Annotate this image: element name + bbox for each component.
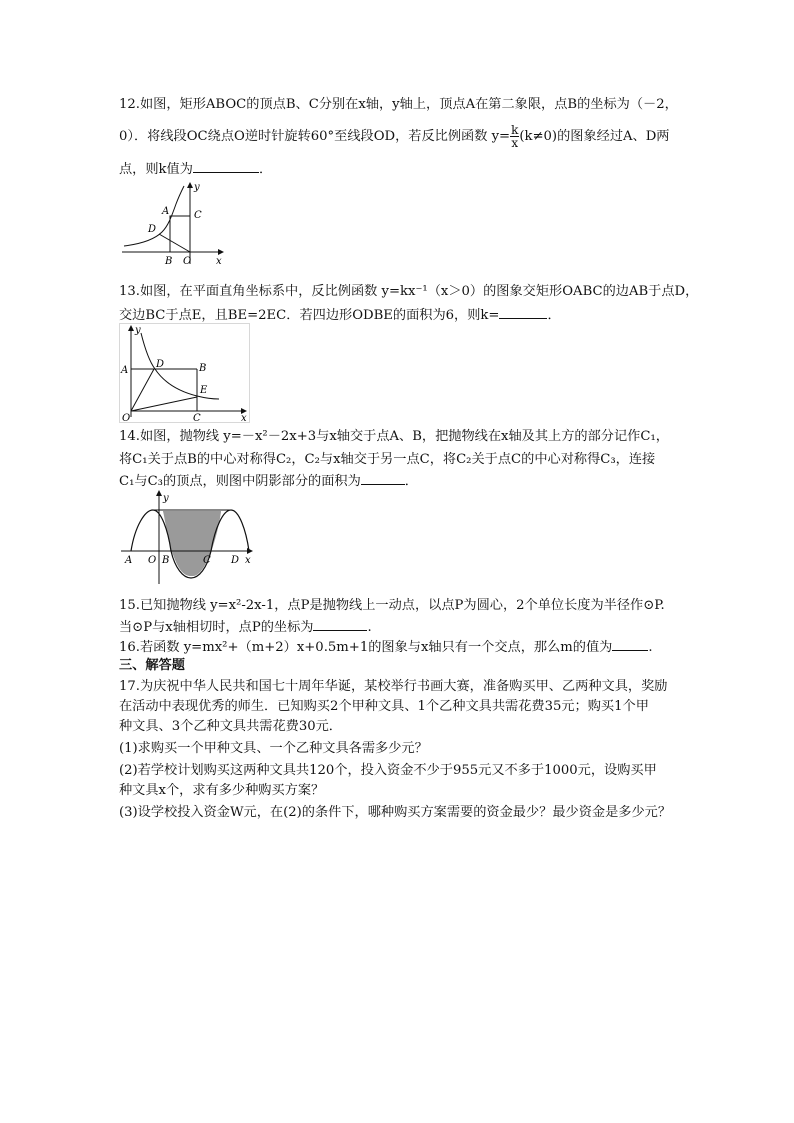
- q13-label-x: x: [241, 413, 247, 423]
- q14-label-C: C: [203, 555, 211, 566]
- q15-answer-blank[interactable]: [313, 617, 367, 631]
- q13-label-C: C: [193, 413, 201, 423]
- q13-label-y: y: [135, 325, 141, 336]
- q15-line-2-end: .: [367, 620, 372, 635]
- q12-label-C: C: [194, 210, 202, 221]
- q13-label-D: D: [156, 359, 165, 370]
- q12-frac-den: x: [511, 136, 519, 150]
- q13-answer-blank[interactable]: [499, 305, 547, 319]
- q14-label-O: O: [148, 555, 157, 566]
- q13-label-B: B: [199, 363, 207, 374]
- q16-line-1-text: 16.若函数 y=mx²+（m+2）x+0.5m+1的图象与x轴只有一个交点，那么m的值为: [119, 640, 613, 655]
- q16-line-1: [119, 637, 653, 657]
- q14-line-3-text: C₁与C₃的顶点，则图中阴影部分的面积为: [119, 474, 361, 489]
- q12-label-B: B: [165, 256, 173, 267]
- q13-line-1: 13.如图，在平面直角坐标系中，反比例函数 y=kx⁻¹（x＞0）的图象交矩形OABC的边AB于点D，: [119, 284, 699, 299]
- q17-line-1: 17.为庆祝中华人民共和国七十周年华诞，某校举行书画大赛，准备购买甲、乙两种文具，奖励: [119, 679, 668, 694]
- q13-line-2-text: 交边BC于点E，且BE=2EC．若四边形ODBE的面积为6，则k=: [119, 308, 500, 323]
- q14-label-y: y: [163, 493, 169, 504]
- q14-label-x: x: [245, 555, 251, 566]
- q14-line-2: 将C₁关于点B的中心对称得C₂，C₂与x轴交于另一点C，将C₂关于点C的中心对称得C₃，连接: [119, 452, 656, 467]
- q12-label-O: O: [183, 256, 192, 267]
- q14-line-3-end: ．: [404, 474, 418, 489]
- q13-line-2: [119, 305, 561, 325]
- q17-part-2b: 种文具x个，求有多少种购买方案？: [119, 783, 325, 798]
- section-heading-3: 三、解答题: [119, 658, 185, 673]
- q13-label-O: O: [122, 413, 131, 423]
- q16-line-1-end: .: [648, 640, 653, 655]
- q14-label-D: D: [231, 555, 240, 566]
- q15-line-2: [119, 617, 372, 637]
- q17-line-2: 在活动中表现优秀的师生．已知购买2个甲种文具、1个乙种文具共需花费35元；购买1个甲: [119, 699, 649, 714]
- q12-line-2-text-b: (k≠0)的图象经过A、D两: [519, 129, 670, 144]
- q12-line-2-text-a: 0）．将线段OC绕点O逆时针旋转60°至线段OD，若反比例函数 y=: [119, 129, 511, 144]
- q12-line-1: 12.如图，矩形ABOC的顶点B、C分别在x轴，y轴上，顶点A在第二象限，点B的坐标为（－2，: [119, 97, 678, 112]
- q12-line-3-end: ．: [258, 162, 273, 177]
- q12-answer-blank[interactable]: [193, 159, 259, 173]
- q16-answer-blank[interactable]: [612, 637, 648, 651]
- q14-line-1: 14.如图，抛物线 y=－x²－2x+3与x轴交于点A、B，把抛物线在x轴及其上方的部分记作C₁，: [119, 429, 669, 444]
- q14-label-B: B: [162, 555, 170, 566]
- q12-line-3: [119, 159, 272, 179]
- q12-label-D: D: [148, 224, 157, 235]
- q17-part-2a: (2)若学校计划购买这两种文具共120个，投入资金不少于955元又不多于1000元，设购买甲: [119, 763, 657, 778]
- q12-line-2: [119, 124, 670, 149]
- q13-figure: [119, 323, 250, 423]
- q17-line-3: 种文具、3个乙种文具共需花费30元．: [119, 719, 342, 734]
- q15-line-2-text: 当⊙P与x轴相切时，点P的坐标为: [119, 620, 314, 635]
- q14-line-3: [119, 471, 418, 491]
- q12-label-x: x: [216, 256, 222, 267]
- q12-frac-num: k: [511, 123, 519, 137]
- q12-line-3-text: 点，则k值为: [119, 162, 193, 177]
- q12-fraction: [510, 124, 519, 149]
- q14-answer-blank[interactable]: [361, 471, 405, 485]
- q13-label-A: A: [121, 365, 129, 376]
- q14-figure: [119, 490, 257, 585]
- q15-line-1: 15.已知抛物线 y=x²-2x-1，点P是抛物线上一动点，以点P为圆心，2个单位长度为半径作⊙P.: [119, 598, 665, 613]
- q13-line-2-end: ．: [547, 308, 561, 323]
- q14-label-A: A: [125, 555, 133, 566]
- q12-label-y: y: [194, 182, 200, 193]
- q12-label-A: A: [162, 206, 170, 217]
- q17-part-3: (3)设学校投入资金W元，在(2)的条件下，哪种购买方案需要的资金最少？最少资金是多少元？: [119, 805, 672, 820]
- q13-label-E: E: [200, 385, 208, 396]
- q12-figure: [118, 180, 226, 268]
- q17-part-1: (1)求购买一个甲种文具、一个乙种文具各需多少元？: [119, 741, 428, 756]
